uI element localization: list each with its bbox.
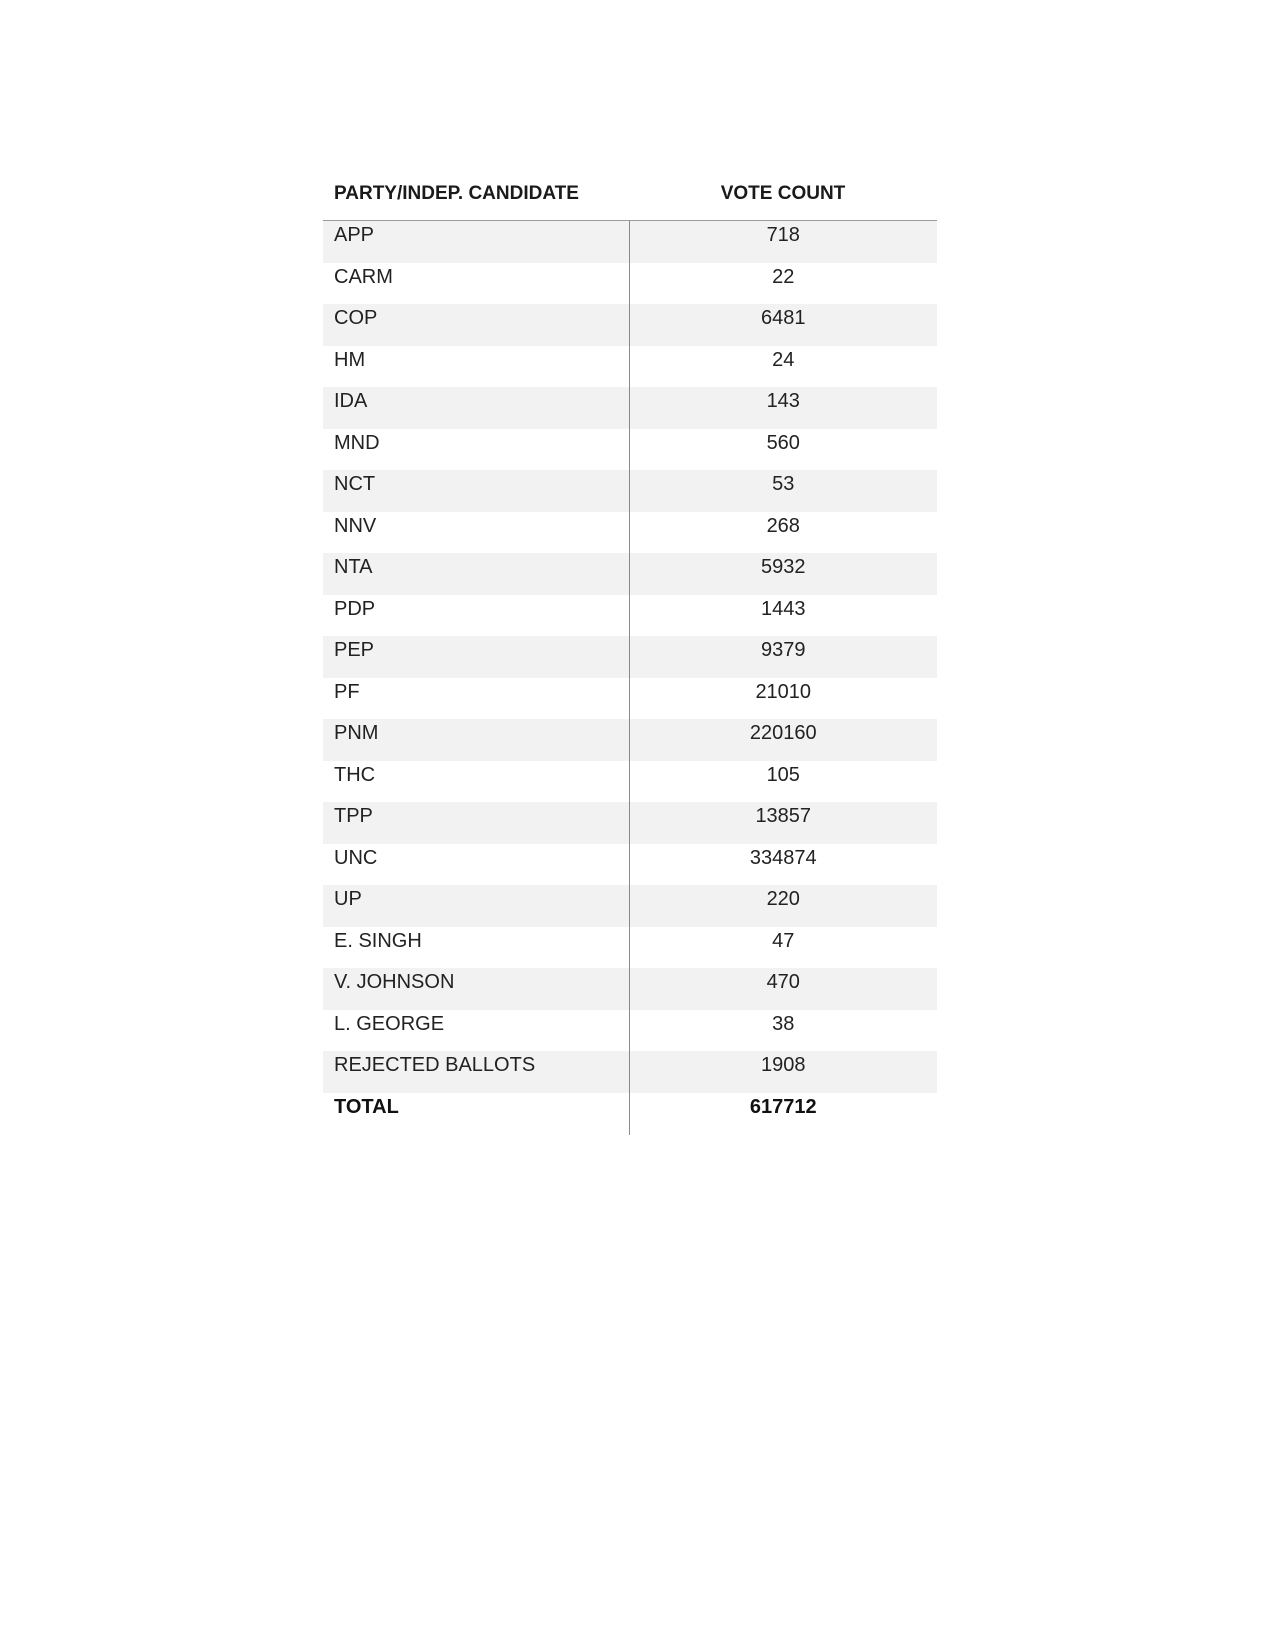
vote-count-cell: 220 (629, 885, 937, 927)
vote-count-cell: 105 (629, 761, 937, 803)
party-name-cell: PDP (323, 595, 629, 637)
vote-count-cell: 470 (629, 968, 937, 1010)
table-row (323, 346, 937, 388)
table-row (323, 429, 937, 471)
vote-count-cell: 47 (629, 927, 937, 969)
party-name-cell: PNM (323, 719, 629, 761)
party-name-cell: CARM (323, 263, 629, 305)
total-row (323, 1093, 937, 1135)
table-row (323, 553, 937, 595)
party-name-cell: THC (323, 761, 629, 803)
total-label: TOTAL (323, 1093, 629, 1135)
party-name-cell: L. GEORGE (323, 1010, 629, 1052)
vote-count-cell: 22 (629, 263, 937, 305)
table-row (323, 595, 937, 637)
vote-count-cell: 53 (629, 470, 937, 512)
table-body (323, 221, 937, 1093)
vote-count-cell: 718 (629, 221, 937, 263)
vote-count-cell: 6481 (629, 304, 937, 346)
vote-count-cell: 334874 (629, 844, 937, 886)
party-name-cell: NNV (323, 512, 629, 554)
table-row (323, 678, 937, 720)
total-count: 617712 (629, 1093, 937, 1135)
table-row (323, 802, 937, 844)
table-row (323, 304, 937, 346)
party-name-cell: PF (323, 678, 629, 720)
table-row (323, 636, 937, 678)
party-name-cell: UNC (323, 844, 629, 886)
table-row (323, 512, 937, 554)
party-column-header: PARTY/INDEP. CANDIDATE (323, 168, 629, 221)
vote-count-cell: 1443 (629, 595, 937, 637)
vote-count-cell: 38 (629, 1010, 937, 1052)
table-row (323, 221, 937, 263)
vote-count-cell: 5932 (629, 553, 937, 595)
table-row (323, 885, 937, 927)
party-name-cell: V. JOHNSON (323, 968, 629, 1010)
table-row (323, 1051, 937, 1093)
table-header-row (323, 168, 937, 221)
vote-count-cell: 220160 (629, 719, 937, 761)
party-name-cell: IDA (323, 387, 629, 429)
vote-count-cell: 24 (629, 346, 937, 388)
party-name-cell: HM (323, 346, 629, 388)
vote-count-cell: 268 (629, 512, 937, 554)
table-row (323, 263, 937, 305)
table-row (323, 844, 937, 886)
party-name-cell: PEP (323, 636, 629, 678)
vote-count-cell: 21010 (629, 678, 937, 720)
table-row (323, 387, 937, 429)
vote-count-cell: 9379 (629, 636, 937, 678)
party-name-cell: UP (323, 885, 629, 927)
vote-count-column-header: VOTE COUNT (629, 168, 937, 221)
table-row (323, 1010, 937, 1052)
table-row (323, 927, 937, 969)
vote-count-cell: 560 (629, 429, 937, 471)
vote-count-cell: 13857 (629, 802, 937, 844)
table-row (323, 470, 937, 512)
vote-count-cell: 143 (629, 387, 937, 429)
party-name-cell: MND (323, 429, 629, 471)
vote-count-cell: 1908 (629, 1051, 937, 1093)
party-name-cell: COP (323, 304, 629, 346)
table-row (323, 719, 937, 761)
party-name-cell: TPP (323, 802, 629, 844)
party-name-cell: E. SINGH (323, 927, 629, 969)
vote-count-table (323, 168, 937, 1135)
table-row (323, 761, 937, 803)
table-row (323, 968, 937, 1010)
party-name-cell: REJECTED BALLOTS (323, 1051, 629, 1093)
party-name-cell: NCT (323, 470, 629, 512)
party-name-cell: NTA (323, 553, 629, 595)
party-name-cell: APP (323, 221, 629, 263)
